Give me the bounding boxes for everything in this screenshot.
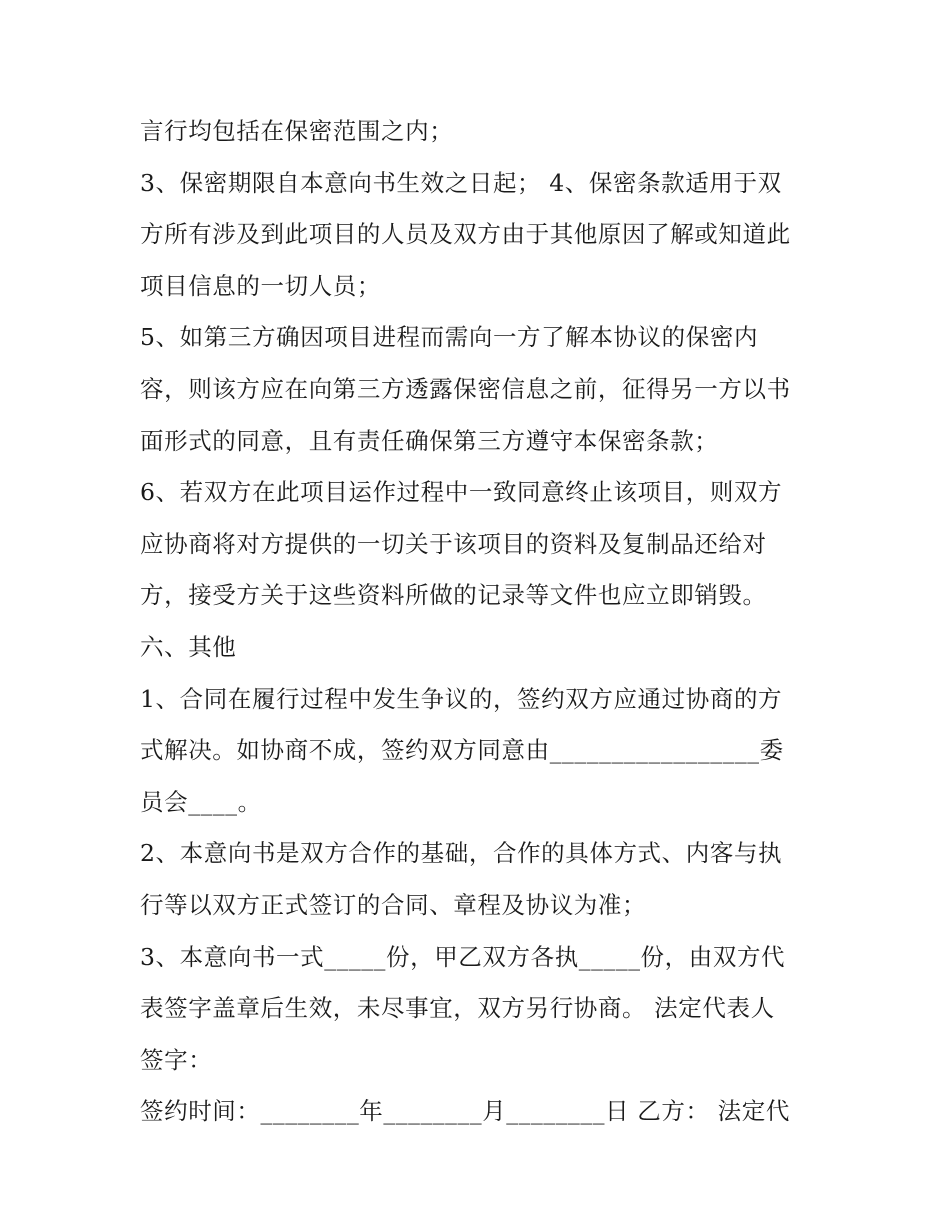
text-line: 签字： — [140, 1045, 213, 1074]
text-line: 应协商将对方提供的一切关于该项目的资料及复制品还给对 — [140, 529, 767, 558]
text-line: 签约时间：________年________月________日 乙方： 法定代 — [140, 1097, 790, 1126]
text-line: 容，则该方应在向第三方透露保密信息之前，征得另一方以书 — [140, 374, 791, 403]
text-line: 3、保密期限自本意向书生效之日起； 4、保密条款适用于双 — [140, 168, 782, 197]
section-heading: 六、其他 — [140, 632, 237, 661]
text-line: 项目信息的一切人员； — [140, 271, 381, 300]
text-line: 方所有涉及到此项目的人员及双方由于其他原因了解或知道此 — [140, 220, 791, 249]
text-line: 2、本意向书是双方合作的基础，合作的具体方式、内客与执 — [140, 839, 783, 868]
text-line: 6、若双方在此项目运作过程中一致同意终止该项目，则双方 — [140, 478, 783, 507]
text-line: 面形式的同意，且有责任确保第三方遵守本保密条款； — [140, 426, 719, 455]
text-line: 5、如第三方确因项目进程而需向一方了解本协议的保密内 — [140, 323, 759, 352]
document-body — [140, 106, 820, 1138]
text-line: 1、合同在履行过程中发生争议的，签约双方应通过协商的方 — [140, 684, 783, 713]
text-line: 3、本意向书一式_____份，甲乙双方各执_____份，由双方代 — [140, 942, 786, 971]
text-line: 表签字盖章后生效，未尽事宜，双方另行协商。 法定代表人 — [140, 994, 775, 1023]
text-line: 员会____。 — [140, 787, 262, 816]
text-line: 行等以双方正式签订的合同、章程及协议为准； — [140, 890, 647, 919]
text-line: 式解决。如协商不成，签约双方同意由_________________委 — [140, 736, 784, 765]
text-line: 方，接受方关于这些资料所做的记录等文件也应立即销毁。 — [140, 581, 767, 610]
text-line: 言行均包括在保密范围之内； — [140, 117, 454, 145]
